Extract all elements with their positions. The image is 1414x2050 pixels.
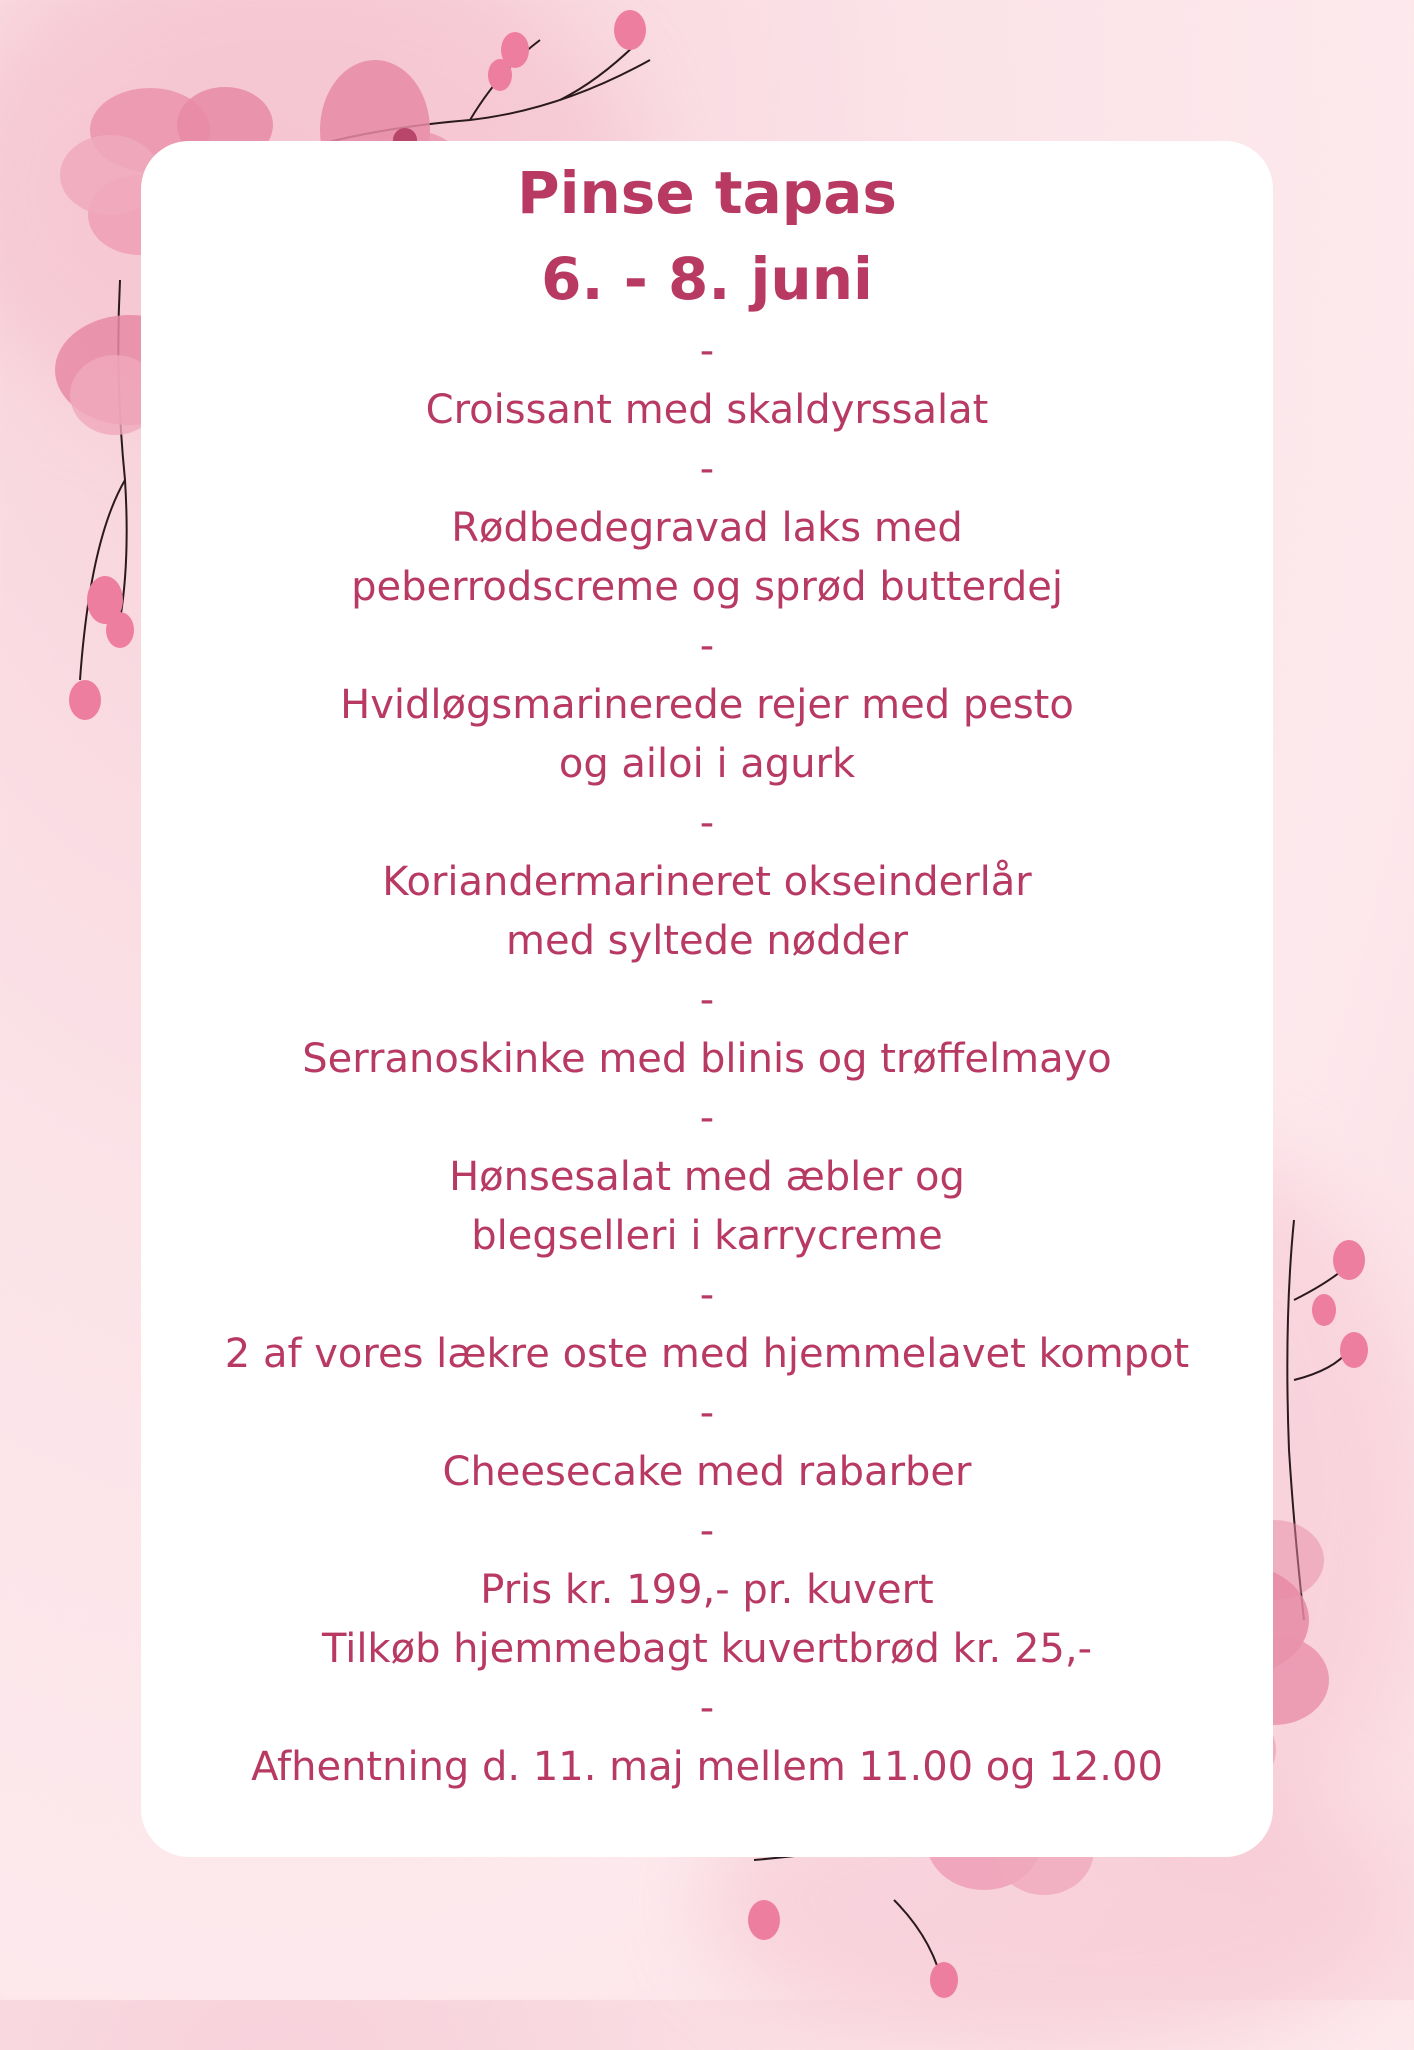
separator: - <box>699 1095 715 1141</box>
menu-item: 2 af vores lækre oste med hjemmelavet kompot <box>224 1331 1190 1377</box>
menu-content <box>141 150 1273 1797</box>
bread-addon-line: Tilkøb hjemmebagt kuvertbrød kr. 25,- <box>322 1626 1092 1672</box>
menu-dates: 6. - 8. juni <box>541 245 873 313</box>
menu-item: Cheesecake med rabarber <box>442 1449 972 1495</box>
separator: - <box>699 1272 715 1318</box>
menu-item: Croissant med skaldyrssalat <box>425 387 989 433</box>
separator: - <box>699 977 715 1023</box>
separator: - <box>699 328 715 374</box>
menu-item: Rødbedegravad laks med peberrodscreme og sprød butterdej <box>351 505 1063 610</box>
separator: - <box>699 800 715 846</box>
menu-item: Hønsesalat med æbler og blegselleri i karrycreme <box>449 1154 965 1259</box>
menu-item: Koriandermarineret okseinderlår med syltede nødder <box>382 859 1032 964</box>
separator: - <box>699 1390 715 1436</box>
menu-item: Serranoskinke med blinis og trøffelmayo <box>302 1036 1112 1082</box>
price-line: Pris kr. 199,- pr. kuvert <box>480 1567 934 1613</box>
pickup-line: Afhentning d. 11. maj mellem 11.00 og 12.00 <box>251 1744 1163 1790</box>
separator: - <box>699 1685 715 1731</box>
menu-title: Pinse tapas <box>517 159 897 227</box>
menu-item: Hvidløgsmarinerede rejer med pesto og ailoi i agurk <box>340 682 1074 787</box>
separator: - <box>699 446 715 492</box>
separator: - <box>699 623 715 669</box>
separator: - <box>699 1508 715 1554</box>
